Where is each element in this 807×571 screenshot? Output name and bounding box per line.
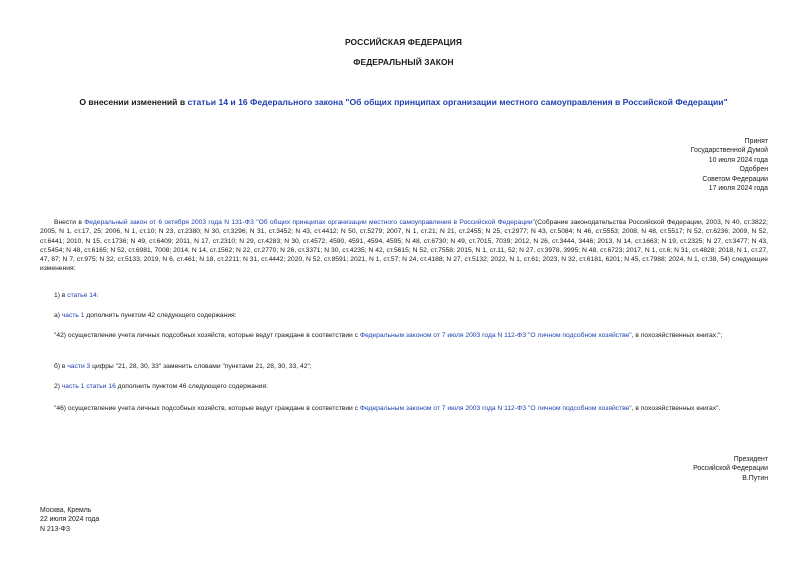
signature-name: В.Путин	[742, 474, 768, 482]
adopted-by: Государственной Думой	[690, 147, 768, 155]
item-1-link[interactable]: статье 14	[67, 292, 97, 299]
item-1b-prefix: б) в	[54, 363, 68, 370]
item-1	[40, 291, 768, 300]
adopted-label: Принят	[744, 138, 768, 145]
signature-title: Президент	[733, 456, 768, 463]
item-1b-suffix: цифры "21, 28, 30, 33" заменить словами "пунктами 21, 28, 30, 33, 42";	[90, 363, 312, 370]
item-1-suffix: :	[96, 292, 99, 299]
item-1a-text-prefix: "42) осуществление учета личных подсобных хозяйств, которые ведут граждане в соответствии с	[54, 332, 360, 339]
intro-rest: (Собрание законодательства Российской Федерации, 2003, N 40, ст.3822; 2005, N 1, ст.17, 25; 2006, N 1, ст.10; N 23, ст.2380; N 30, ст.3296; N 31, ст.3452; N 43, ст.4412; N 50, ст.5279; 2007, N 1, ст.21; N 21, ст.2455; N 25, ст.2977; N 43, ст.5084; N 46, ст.5553; 2008, N 48, ст.5517; N 52, ст.6236; 2009, N 52, ст.6441; 2010, N 15, ст.1736; N 49, ст.6409; 2011, N 17, ст.2310; N 29, ст.4283; N 30, ст.4572, 4590, 4591, 4594, 4595; N 48, ст.6730; N 49, ст.7015, 7039; 2012, N 26, ст.3444, 3446; 2013, N 14, ст.1663; N 19, ст.2325; N 27, ст.3477; N 43, ст.5454; N 48, ст.6165; N 52, ст.6981, 7008; 2014, N 14, ст.1562; N 22, ст.2770; N 26, ст.3371; N 30, ст.4235; N 42, ст.5615; N 52, ст.7558; 2015, N 1, ст.11, 52; N 27, ст.3978, 3995; N 48, ст.6723; 2017, N 1, ст.6; N 31, ст.4828; 2018, N 1, ст.27, 47, 87; N 7, ст.975; N 32, ст.5133; 2019, N 6, ст.461; N 18, ст.2211; N 31, ст.4442; 2020, N 52, ст.8591; 2021, N 1, ст.57; N 24, ст.4188; N 27, ст.5132; 2022, N 1, ст.61; 2023, N 32, ст.6181, 6201; N 45, ст.7988; 2024, N 1, ст.38, 54) следующие изменения:	[40, 219, 768, 273]
adoption-block	[691, 137, 768, 193]
item-2-text-suffix: , в похозяйственных книгах".	[631, 405, 721, 412]
item-1a-prefix: а)	[54, 312, 62, 319]
item-1a-suffix: дополнить пунктом 42 следующего содержания:	[84, 312, 237, 319]
item-2-prefix: 2)	[54, 383, 62, 390]
law-number: N 213-ФЗ	[40, 525, 71, 533]
item-1a-text-link[interactable]: Федеральным законом от 7 июля 2003 года N 112-ФЗ "О личном подсобном хозяйстве"	[359, 332, 632, 339]
item-1a	[40, 311, 768, 320]
item-2-link[interactable]: часть 1 статьи 16	[61, 383, 116, 390]
intro-paragraph	[40, 218, 768, 274]
place-block	[40, 506, 99, 534]
country-heading: РОССИЙСКАЯ ФЕДЕРАЦИЯ	[344, 37, 463, 47]
item-1b-link[interactable]: части 3	[67, 363, 91, 370]
signature-block	[693, 455, 768, 483]
place-city: Москва, Кремль	[40, 507, 92, 514]
adopted-date: 10 июля 2024 года	[708, 156, 768, 164]
item-2-suffix: дополнить пунктом 46 следующего содержания:	[115, 383, 268, 390]
document-title	[0, 97, 807, 107]
approved-by: Советом Федерации	[702, 175, 768, 183]
title-link[interactable]: статьи 14 и 16 Федерального закона "Об общих принципах организации местного самоуправления в Российской Федерации"	[187, 97, 728, 107]
item-2	[40, 382, 768, 391]
title-prefix: О внесении изменений в	[79, 97, 188, 107]
item-2-text-link[interactable]: Федеральным законом от 7 июля 2003 года N 112-ФЗ "О личном подсобном хозяйстве"	[359, 405, 632, 412]
item-1b	[40, 362, 768, 371]
approved-date: 17 июля 2024 года	[708, 185, 768, 193]
item-1a-text	[40, 331, 768, 340]
item-2-text-prefix: "46) осуществление учета личных подсобных хозяйств, которые ведут граждане в соответствии с	[54, 405, 360, 412]
signature-of: Российской Федерации	[693, 465, 768, 473]
place-date: 22 июля 2024 года	[40, 516, 100, 524]
approved-label: Одобрен	[739, 166, 768, 174]
intro-law-link[interactable]: Федеральный закон от 6 октября 2003 года N 131-ФЗ "Об общих принципах организации местного самоуправления в Российской Федерации"	[84, 219, 535, 226]
item-1-prefix: 1) в	[54, 292, 68, 299]
law-type-heading: ФЕДЕРАЛЬНЫЙ ЗАКОН	[353, 57, 454, 67]
item-1a-link[interactable]: часть 1	[61, 312, 85, 319]
item-2-text	[40, 404, 768, 413]
item-1a-text-suffix: , в похозяйственных книгах;";	[631, 332, 723, 339]
intro-prefix: Внести в	[54, 219, 85, 226]
